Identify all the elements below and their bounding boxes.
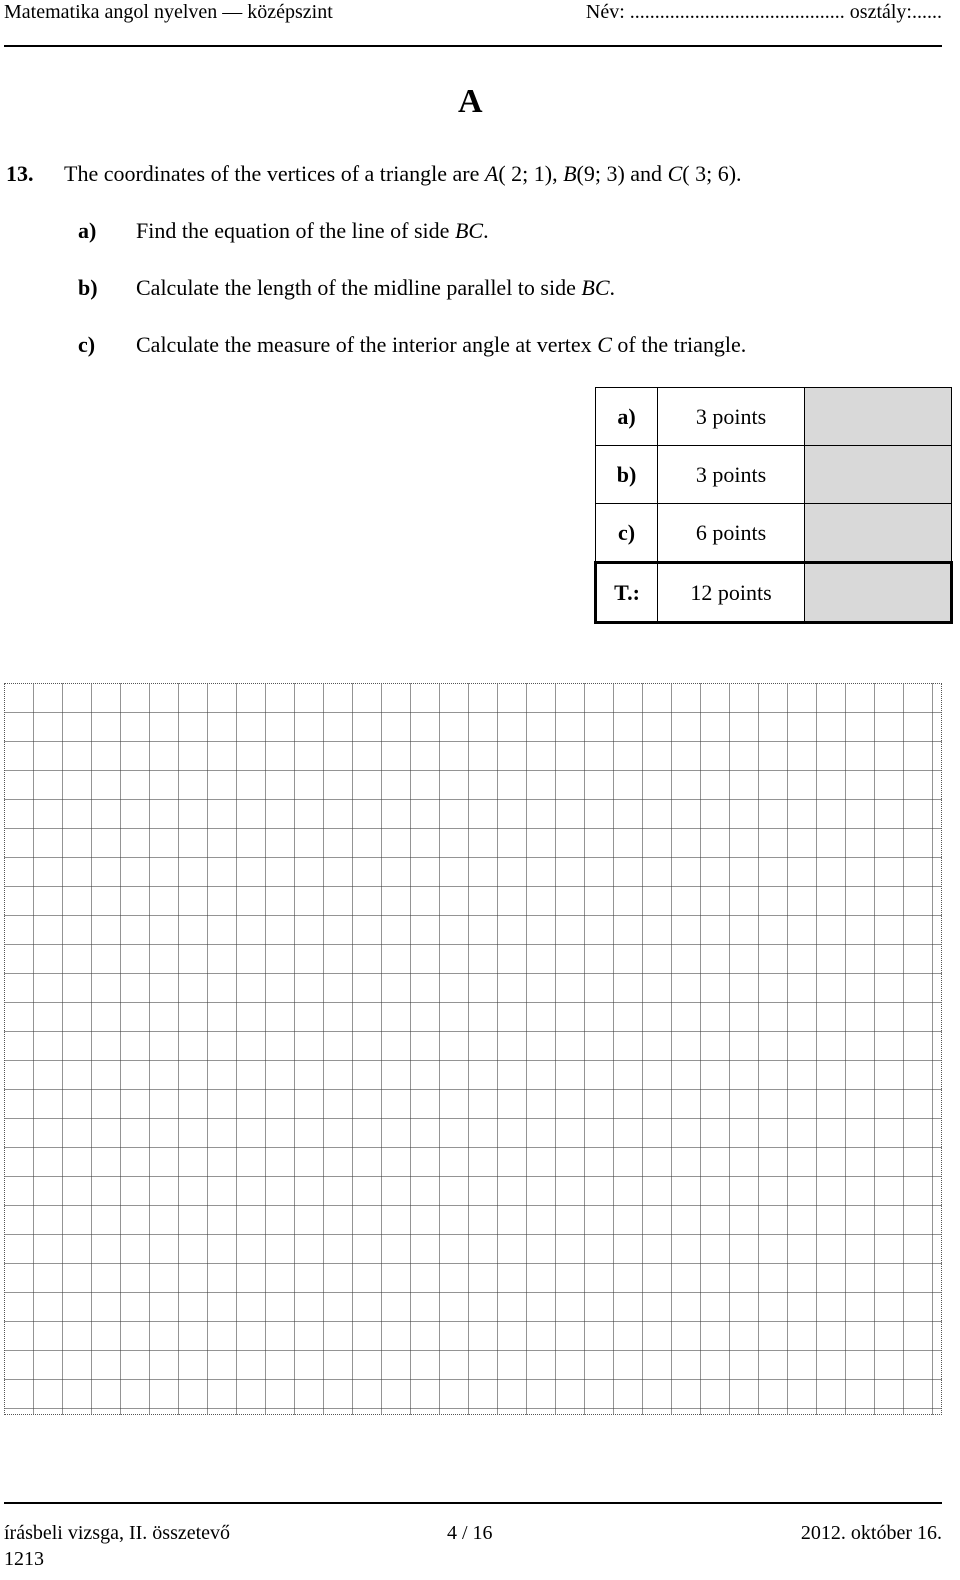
question-a-tail: . <box>483 218 489 243</box>
score-box-total <box>805 563 952 623</box>
points-value: 3 points <box>658 388 805 446</box>
points-row-b <box>596 446 952 504</box>
header-rule <box>4 45 942 47</box>
question-c-var: C <box>597 332 612 357</box>
vertex-c-coords: ( 3; 6). <box>682 161 742 186</box>
question-a-label: a) <box>78 218 97 243</box>
question-c-label: c) <box>78 332 96 357</box>
header-title: Matematika angol nyelven — középszint <box>4 1 333 23</box>
footer-code: 1213 <box>4 1548 44 1570</box>
points-value: 6 points <box>658 504 805 563</box>
header-name-class-field: Név: ........................................... osztály:...... <box>585 1 942 23</box>
points-row-a <box>596 388 952 446</box>
score-box <box>805 388 952 446</box>
points-value: 3 points <box>658 446 805 504</box>
footer-page-number: 4 / 16 <box>447 1522 493 1544</box>
question-b-text <box>136 274 615 302</box>
vertex-a-coords: ( 2; 1), <box>498 161 564 186</box>
version-letter: A <box>458 83 483 120</box>
question-b-label: b) <box>78 275 98 300</box>
problem-number: 13. <box>6 161 34 186</box>
problem-stem <box>64 160 742 188</box>
footer-exam-part: írásbeli vizsga, II. összetevő <box>4 1522 231 1544</box>
vertex-b-coords: (9; 3) and <box>576 161 668 186</box>
points-label: a) <box>596 388 658 446</box>
question-b-var: BC <box>581 275 610 300</box>
question-b-tail: . <box>609 275 615 300</box>
working-grid <box>4 683 942 1415</box>
stem-intro: The coordinates of the vertices of a triangle are <box>64 161 485 186</box>
points-value: 12 points <box>658 563 805 623</box>
vertex-a-label: A <box>484 161 499 186</box>
footer-date: 2012. október 16. <box>800 1522 942 1544</box>
points-row-c <box>596 504 952 563</box>
question-c-body: Calculate the measure of the interior angle at vertex <box>136 332 598 357</box>
score-box <box>805 446 952 504</box>
points-row-total <box>596 563 952 623</box>
question-b-body: Calculate the length of the midline parallel to side <box>136 275 582 300</box>
points-table <box>594 387 953 624</box>
vertex-b-label: B <box>563 161 577 186</box>
points-label: c) <box>596 504 658 563</box>
score-box <box>805 504 952 563</box>
question-c-tail: of the triangle. <box>611 332 747 357</box>
footer-rule <box>4 1502 942 1504</box>
question-a-text <box>136 217 489 245</box>
points-label: T.: <box>596 563 658 623</box>
question-a-var: BC <box>454 218 484 243</box>
question-c-text <box>136 331 746 359</box>
vertex-c-label: C <box>667 161 683 186</box>
points-label: b) <box>596 446 658 504</box>
question-a-body: Find the equation of the line of side <box>136 218 455 243</box>
